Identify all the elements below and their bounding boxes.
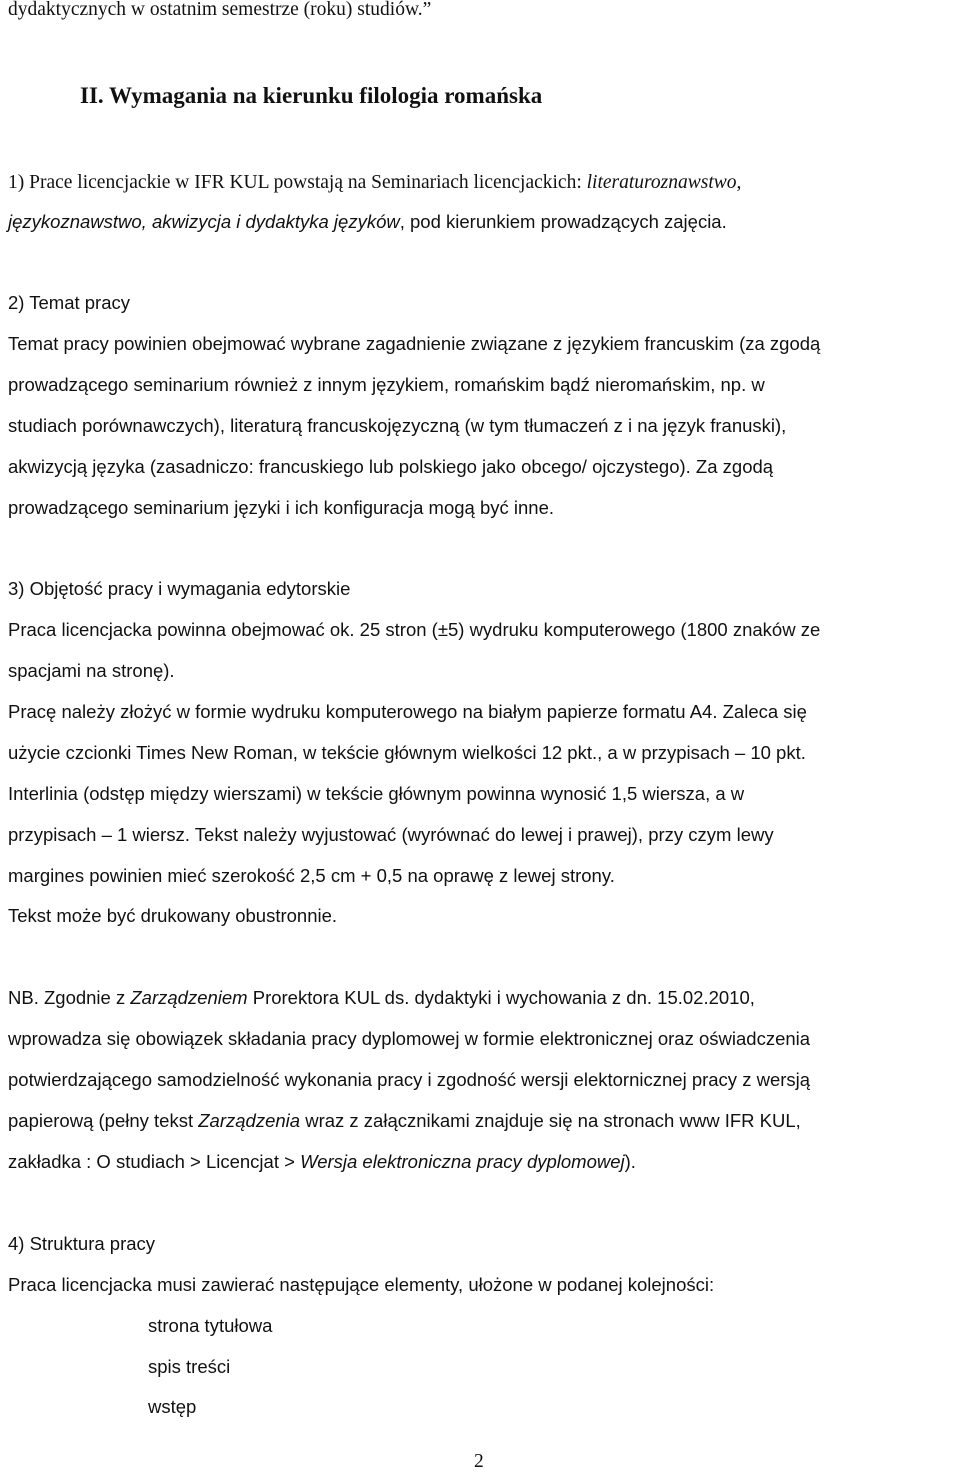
paragraph-line: prowadzącego seminarium języki i ich konfiguracja mogą być inne. (8, 497, 555, 518)
list-item: wstęp (148, 1396, 197, 1417)
paragraph-line: potwierdzającego samodzielność wykonania pracy i zgodność wersji elektornicznej pracy z wersją (8, 1069, 811, 1090)
subsection-title: 2) Temat pracy (8, 292, 131, 313)
text-run: 1) Prace licencjackie w IFR KUL powstają na Seminariach licencjackich: (8, 172, 587, 193)
paragraph-line: spacjami na stronę). (8, 660, 175, 681)
paragraph-line: akwizycją języka (zasadniczo: francuskiego lub polskiego jako obcego/ ojczystego). Za zgodą (8, 456, 774, 477)
text-line: dydaktycznych w ostatnim semestrze (roku) studiów.” (8, 0, 432, 20)
paragraph-line: prowadzącego seminarium również z innym językiem, romańskim bądź nieromańskim, np. w (8, 374, 765, 395)
paragraph-line: Temat pracy powinien obejmować wybrane zagadnienie związane z językiem francuskim (za zgodą (8, 333, 821, 354)
text-run: NB. Zgodnie z (8, 987, 131, 1008)
italic-text: językoznawstwo, akwizycja i dydaktyka języków (8, 211, 400, 232)
paragraph-line: Praca licencjacka powinna obejmować ok. 25 stron (±5) wydruku komputerowego (1800 znaków ze (8, 619, 821, 640)
paragraph-line: Interlinia (odstęp między wierszami) w tekście głównym powinna wynosić 1,5 wiersza, a w (8, 783, 745, 804)
subsection-title: 3) Objętość pracy i wymagania edytorskie (8, 578, 351, 599)
text-run: Prorektora KUL ds. dydaktyki i wychowania z dn. 15.02.2010, (247, 987, 755, 1008)
list-item: spis treści (148, 1356, 231, 1377)
italic-text: Zarządzenia (198, 1110, 301, 1131)
paragraph-line (8, 1112, 801, 1131)
italic-text: Zarządzeniem (130, 987, 248, 1008)
paragraph-line (8, 989, 755, 1008)
italic-text: literaturoznawstwo, (586, 172, 742, 193)
page-number: 2 (474, 1451, 484, 1472)
paragraph-line: Pracę należy złożyć w formie wydruku komputerowego na białym papierze formatu A4. Zaleca się (8, 701, 807, 722)
paragraph-line: margines powinien mieć szerokość 2,5 cm + 0,5 na oprawę z lewej strony. (8, 865, 615, 886)
text-run: , pod kierunkiem prowadzących zajęcia. (399, 211, 727, 232)
paragraph-line (8, 213, 727, 232)
paragraph-line: wprowadza się obowiązek składania pracy dyplomowej w formie elektronicznej oraz oświadczenia (8, 1028, 811, 1049)
paragraph-line (8, 173, 741, 193)
paragraph-line: użycie czcionki Times New Roman, w tekście głównym wielkości 12 pkt., a w przypisach – 10 pkt. (8, 742, 806, 763)
paragraph-line: Tekst może być drukowany obustronnie. (8, 905, 338, 926)
text-run: wraz z załącznikami znajduje się na stronach www IFR KUL, (300, 1110, 801, 1131)
section-heading: II. Wymagania na kierunku filologia romańska (80, 83, 543, 108)
italic-text: Wersja elektroniczna pracy dyplomowej (300, 1151, 625, 1172)
paragraph-line: studiach porównawczych), literaturą francuskojęzyczną (w tym tłumaczeń z i na język franuski), (8, 415, 787, 436)
text-run: ). (624, 1151, 636, 1172)
text-run: zakładka : O studiach > Licencjat > (8, 1151, 301, 1172)
paragraph-line: Praca licencjacka musi zawierać następujące elementy, ułożone w podanej kolejności: (8, 1274, 715, 1295)
text-run: papierową (pełny tekst (8, 1110, 199, 1131)
paragraph-line: przypisach – 1 wiersz. Tekst należy wyjustować (wyrównać do lewej i prawej), przy czym lewy (8, 824, 774, 845)
paragraph-line (8, 1153, 636, 1172)
list-item: strona tytułowa (148, 1315, 273, 1336)
subsection-title: 4) Struktura pracy (8, 1233, 156, 1254)
